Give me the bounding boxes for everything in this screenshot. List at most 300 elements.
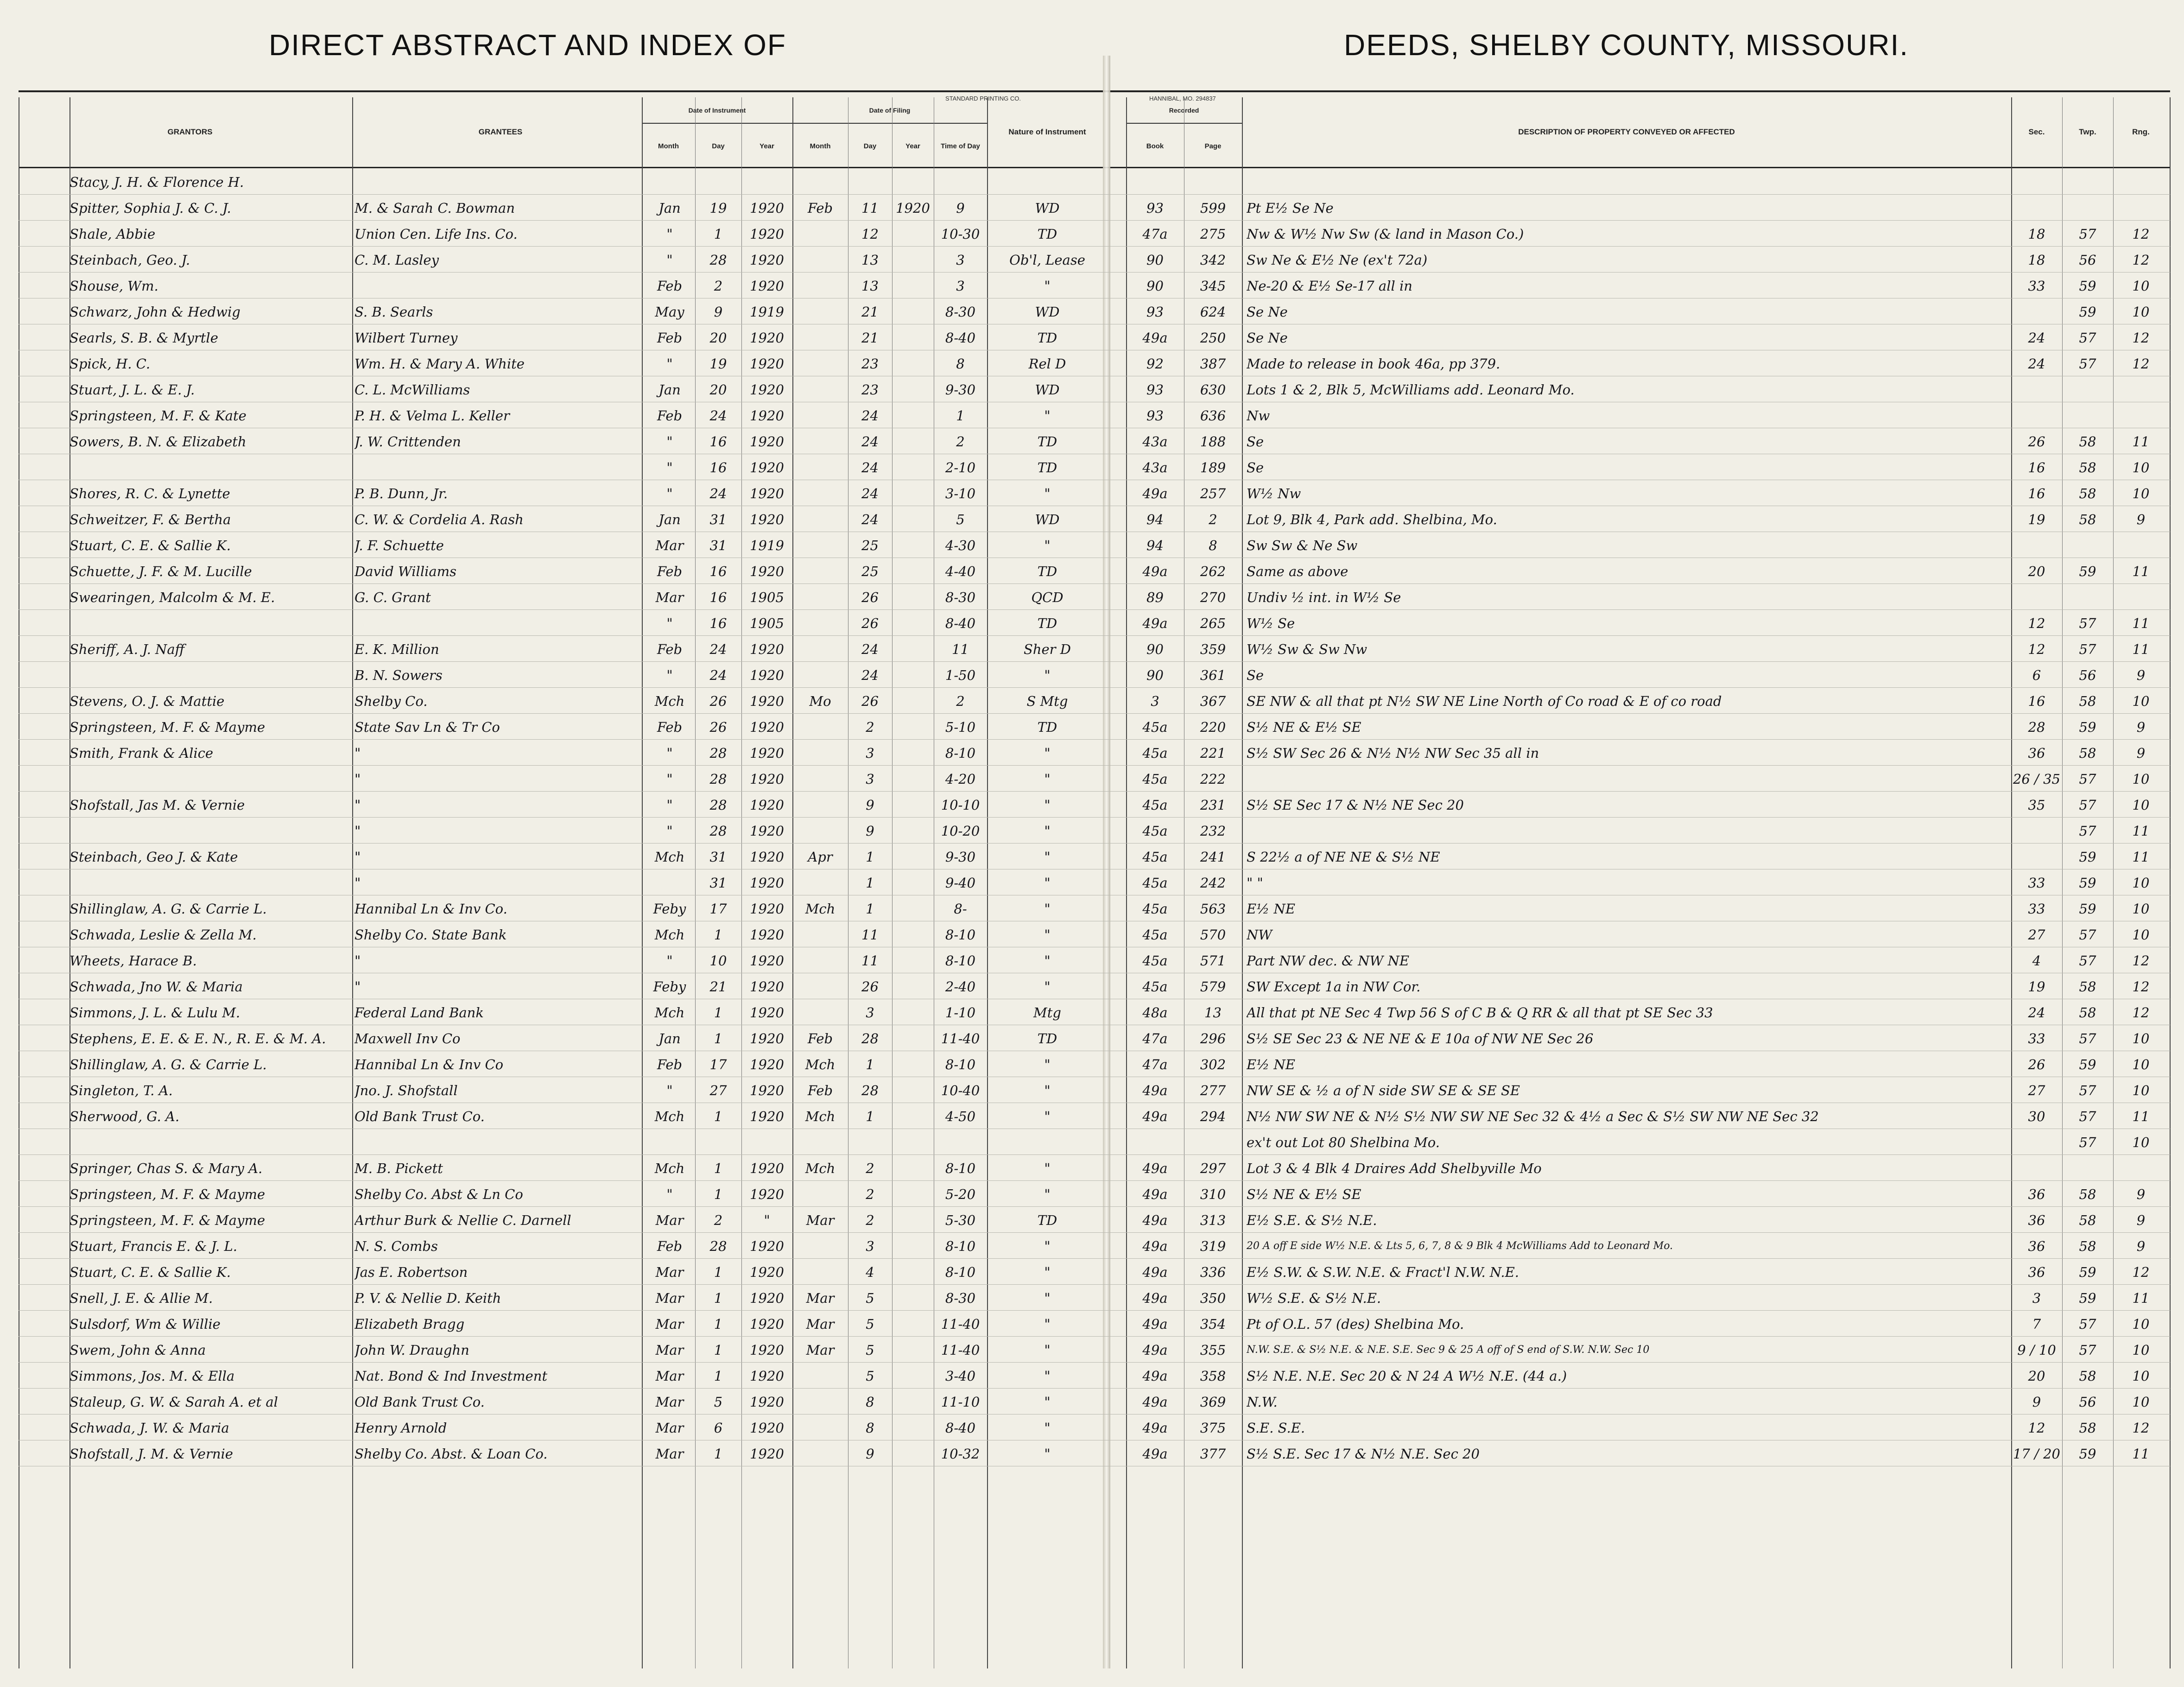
filing-month-cell: Mch <box>805 901 836 917</box>
filing-day-cell: 8 <box>866 1394 874 1410</box>
filing-month-cell <box>792 823 848 839</box>
twp-cell: 57 <box>2079 330 2096 346</box>
book-cell: 94 <box>1146 512 1164 527</box>
instrument-year-cell: 1920 <box>750 719 784 735</box>
filing-month-cell <box>792 433 848 450</box>
instrument-day-cell: 1 <box>714 927 723 943</box>
grantor-cell: Singleton, T. A. <box>70 1083 173 1098</box>
twp-cell: 59 <box>2079 875 2096 891</box>
grantee-cell: Old Bank Trust Co. <box>355 1109 485 1124</box>
row-rule <box>19 1362 2170 1363</box>
twp-cell: 58 <box>2079 1420 2096 1436</box>
filing-year-cell <box>892 823 934 839</box>
rng-cell: 9 <box>2136 667 2146 683</box>
row-rule <box>19 583 2170 584</box>
grantee-cell: G. C. Grant <box>355 590 431 605</box>
filing-year-cell <box>892 1056 934 1073</box>
row-rule <box>19 843 2170 844</box>
instrument-day-cell: 28 <box>709 745 727 761</box>
description-cell: S½ N.E. N.E. Sec 20 & N 24 A W½ N.E. (44 a.) <box>1247 1368 1567 1384</box>
book-cell: 47a <box>1142 1031 1168 1046</box>
filing-day-cell: 5 <box>866 1290 874 1306</box>
description-cell: Se Ne <box>1247 304 1288 320</box>
filing-month-cell <box>792 252 848 268</box>
filing-month-cell <box>792 719 848 736</box>
instrument-month-cell: Feb <box>657 1238 683 1254</box>
col-day-filing: Day <box>863 142 877 150</box>
book-cell: 47a <box>1142 1057 1168 1072</box>
table-row <box>19 1082 2170 1099</box>
nature-cell: " <box>1044 486 1051 501</box>
nature-cell: " <box>1044 667 1051 683</box>
filing-day-cell: 28 <box>861 1031 879 1046</box>
sec-cell: 9 <box>2032 1394 2041 1410</box>
grantee-cell: David Williams <box>355 564 457 579</box>
book-cell: 49a <box>1142 1290 1168 1306</box>
col-rng: Rng. <box>2132 127 2150 136</box>
col-recorded: Recorded <box>1126 97 1242 124</box>
twp-cell: 57 <box>2079 1109 2096 1124</box>
page-cell: 367 <box>1200 693 1226 709</box>
instrument-day-cell: 31 <box>709 512 727 527</box>
book-cell: 45a <box>1142 849 1168 865</box>
nature-cell: TD <box>1037 434 1057 450</box>
nature-cell: " <box>1044 875 1051 891</box>
book-cell: 49a <box>1142 1238 1168 1254</box>
sec-cell: 6 <box>2032 667 2041 683</box>
filing-year-cell <box>892 485 934 502</box>
twp-cell: 58 <box>2079 512 2096 527</box>
filing-year-cell <box>892 1134 934 1151</box>
filing-year-cell <box>892 511 934 528</box>
sec-cell: 36 <box>2028 1264 2045 1280</box>
page-cell: 599 <box>1200 200 1226 216</box>
rng-cell: 11 <box>2132 1446 2150 1462</box>
instrument-month-cell: Jan <box>658 512 681 527</box>
page-cell: 270 <box>1200 590 1226 605</box>
twp-cell: 57 <box>2079 615 2096 631</box>
description-cell: S½ SW Sec 26 & N½ N½ NW Sec 35 all in <box>1247 745 1539 761</box>
twp-cell: 57 <box>2079 1135 2096 1150</box>
grantee-cell: Shelby Co. <box>355 693 428 709</box>
instrument-year-cell: 1920 <box>750 1031 784 1046</box>
page-title-right: DEEDS, SHELBY COUNTY, MISSOURI. <box>1344 28 1909 62</box>
nature-cell: " <box>1044 1290 1051 1306</box>
instrument-year-cell: 1919 <box>750 538 784 553</box>
instrument-month-cell: " <box>666 1186 673 1202</box>
instrument-month-cell: Mar <box>655 1420 684 1436</box>
grantee-cell: J. W. Crittenden <box>355 434 461 450</box>
sec-cell: 4 <box>2032 953 2041 969</box>
twp-cell: 58 <box>2079 979 2096 995</box>
grantee-cell: Nat. Bond & Ind Investment <box>355 1368 548 1384</box>
rng-cell: 10 <box>2132 1135 2150 1150</box>
book-cell: 89 <box>1146 590 1164 605</box>
twp-cell <box>2062 200 2113 216</box>
twp-cell: 59 <box>2079 304 2096 320</box>
filing-day-cell: 23 <box>861 356 879 372</box>
sec-cell <box>2011 823 2062 839</box>
time-cell: 9-40 <box>945 875 976 891</box>
filing-month-cell <box>792 926 848 943</box>
instrument-month-cell: Mar <box>655 1394 684 1410</box>
description-cell: Lot 3 & 4 Blk 4 Draires Add Shelbyville Mo <box>1247 1161 1542 1176</box>
time-cell: 5 <box>956 512 965 527</box>
instrument-month-cell: Feb <box>657 278 683 294</box>
nature-cell: " <box>1044 927 1051 943</box>
row-rule <box>19 1232 2170 1233</box>
instrument-month-cell: Feb <box>657 719 683 735</box>
rng-cell: 9 <box>2136 1238 2146 1254</box>
sec-cell: 33 <box>2028 875 2045 891</box>
grantor-cell: Smith, Frank & Alice <box>70 745 214 761</box>
table-row <box>19 797 2170 813</box>
filing-day-cell: 5 <box>866 1316 874 1332</box>
page-cell: 294 <box>1200 1109 1226 1124</box>
instrument-month-cell: " <box>666 667 673 683</box>
sec-cell: 36 <box>2028 1186 2045 1202</box>
grantor-cell: Shillinglaw, A. G. & Carrie L. <box>70 901 267 917</box>
filing-month-cell <box>792 381 848 398</box>
instrument-day-cell: 5 <box>714 1394 723 1410</box>
page-cell: 358 <box>1200 1368 1226 1384</box>
rng-cell <box>2113 381 2169 398</box>
grantor-cell: Simmons, J. L. & Lulu M. <box>70 1005 241 1021</box>
filing-year-cell <box>892 1316 934 1332</box>
filing-month-cell <box>792 1238 848 1255</box>
page-cell: 354 <box>1200 1316 1226 1332</box>
sec-cell: 17 / 20 <box>2013 1446 2060 1462</box>
table-row <box>19 1238 2170 1255</box>
col-page: Page <box>1204 142 1222 150</box>
time-cell: 11-40 <box>941 1342 980 1358</box>
twp-cell: 59 <box>2079 719 2096 735</box>
nature-cell: TD <box>1037 615 1057 631</box>
instrument-day-cell: 20 <box>709 330 727 346</box>
page-cell: 221 <box>1200 745 1226 761</box>
filing-month-cell <box>792 407 848 424</box>
grantee-cell: Union Cen. Life Ins. Co. <box>355 226 518 242</box>
instrument-month-cell: Mch <box>654 1005 685 1021</box>
filing-day-cell: 13 <box>861 252 879 268</box>
instrument-year-cell: 1920 <box>750 1161 784 1176</box>
time-cell: 2 <box>956 434 965 450</box>
instrument-day-cell: 19 <box>709 356 727 372</box>
grantee-cell: " <box>355 979 361 995</box>
sec-cell: 12 <box>2028 641 2045 657</box>
grantee-cell <box>355 459 642 476</box>
table-row <box>19 693 2170 710</box>
filing-day-cell: 24 <box>861 434 879 450</box>
nature-cell: " <box>1044 1316 1051 1332</box>
time-cell: 5-10 <box>945 719 976 735</box>
instrument-day-cell: 24 <box>709 667 727 683</box>
book-cell: 45a <box>1142 901 1168 917</box>
page-cell: 369 <box>1200 1394 1226 1410</box>
grantee-cell: Elizabeth Bragg <box>355 1316 465 1332</box>
grantee-cell: State Sav Ln & Tr Co <box>355 719 500 735</box>
filing-day-cell: 24 <box>861 486 879 501</box>
rng-cell: 10 <box>2132 1031 2150 1046</box>
page-cell: 336 <box>1200 1264 1226 1280</box>
instrument-month-cell: " <box>666 615 673 631</box>
time-cell: 5-20 <box>945 1186 976 1202</box>
filing-year-cell <box>892 797 934 813</box>
instrument-year-cell: 1920 <box>750 382 784 398</box>
sec-cell <box>2011 200 2062 216</box>
col-year: Year <box>760 142 774 150</box>
twp-cell: 58 <box>2079 1005 2096 1021</box>
row-rule <box>19 1388 2170 1389</box>
instrument-day-cell: 26 <box>709 693 727 709</box>
filing-year-cell <box>892 771 934 787</box>
description-cell: S½ SE Sec 23 & NE NE & E 10a of NW NE Sec 26 <box>1247 1031 1594 1046</box>
time-cell: 8-40 <box>945 330 976 346</box>
grantor-cell: Schwarz, John & Hedwig <box>70 304 241 320</box>
grantor-cell <box>70 1134 352 1151</box>
filing-month-cell <box>792 1004 848 1021</box>
filing-day-cell: 1 <box>866 875 874 891</box>
twp-cell: 57 <box>2079 1316 2096 1332</box>
instrument-month-cell: Feb <box>657 564 683 579</box>
description-cell: Se <box>1247 460 1264 476</box>
description-cell: W½ S.E. & S½ N.E. <box>1247 1290 1381 1306</box>
filing-year-cell <box>892 278 934 294</box>
book-cell: 49a <box>1142 1161 1168 1176</box>
book-cell: 49a <box>1142 486 1168 501</box>
instrument-month-cell: " <box>666 226 673 242</box>
rng-cell: 10 <box>2132 875 2150 891</box>
page-cell: 387 <box>1200 356 1226 372</box>
grantor-cell: Springsteen, M. F. & Mayme <box>70 1186 266 1202</box>
table-row <box>19 459 2170 476</box>
time-cell: 10-30 <box>941 226 980 242</box>
rng-cell: 11 <box>2132 1290 2150 1306</box>
instrument-day-cell: 31 <box>709 538 727 553</box>
twp-cell <box>2062 407 2113 424</box>
page-cell: 571 <box>1200 953 1226 969</box>
grantor-cell: Sowers, B. N. & Elizabeth <box>70 434 247 450</box>
filing-day-cell <box>848 174 892 190</box>
table-row <box>19 1212 2170 1229</box>
grantee-cell: Henry Arnold <box>355 1420 447 1436</box>
sec-cell: 7 <box>2032 1316 2041 1332</box>
col-time: Time of Day <box>941 142 980 150</box>
instrument-month-cell: " <box>666 953 673 969</box>
sec-cell: 24 <box>2028 356 2045 372</box>
grantor-cell: Schweitzer, F. & Bertha <box>70 512 231 527</box>
filing-day-cell: 1 <box>866 1057 874 1072</box>
instrument-year-cell: 1920 <box>750 979 784 995</box>
nature-cell: TD <box>1037 564 1057 579</box>
instrument-year-cell <box>741 174 792 190</box>
instrument-year-cell: 1920 <box>750 330 784 346</box>
grantor-cell: Swearingen, Malcolm & M. E. <box>70 590 275 605</box>
filing-day-cell: 3 <box>866 771 874 787</box>
filing-day-cell: 23 <box>861 382 879 398</box>
book-cell: 92 <box>1146 356 1164 372</box>
filing-year-cell <box>892 1368 934 1384</box>
table-row <box>19 901 2170 917</box>
table-row <box>19 1108 2170 1125</box>
time-cell: 4-40 <box>945 564 976 579</box>
nature-cell: S Mtg <box>1026 693 1068 709</box>
description-cell: S 22½ a of NE NE & S½ NE <box>1247 849 1440 865</box>
twp-cell <box>2062 174 2113 190</box>
twp-cell: 59 <box>2079 1290 2096 1306</box>
grantee-cell: Shelby Co. State Bank <box>355 927 507 943</box>
rng-cell: 12 <box>2132 1420 2150 1436</box>
rng-cell: 11 <box>2132 434 2150 450</box>
description-cell: NW <box>1247 927 1272 943</box>
col-year-filing: Year <box>905 142 920 150</box>
twp-cell: 59 <box>2079 901 2096 917</box>
instrument-year-cell: 1920 <box>750 1342 784 1358</box>
sec-cell <box>2011 537 2062 554</box>
filing-month-cell: Feb <box>807 1083 833 1098</box>
sec-cell: 36 <box>2028 1212 2045 1228</box>
table-row <box>19 589 2170 606</box>
filing-month-cell: Mch <box>805 1161 836 1176</box>
filing-day-cell: 24 <box>861 667 879 683</box>
instrument-day-cell: 1 <box>714 1109 723 1124</box>
instrument-year-cell: 1920 <box>750 875 784 891</box>
description-cell: Pt of O.L. 57 (des) Shelbina Mo. <box>1247 1316 1464 1332</box>
description-cell: Ne-20 & E½ Se-17 all in <box>1247 278 1412 294</box>
page-cell: 570 <box>1200 927 1226 943</box>
twp-cell <box>2062 589 2113 606</box>
nature-cell: " <box>1044 1342 1051 1358</box>
nature-cell: " <box>1044 408 1051 424</box>
instrument-month-cell: " <box>666 434 673 450</box>
grantee-cell: P. V. & Nellie D. Keith <box>355 1290 501 1306</box>
instrument-year-cell: 1920 <box>750 252 784 268</box>
nature-cell: " <box>1044 1057 1051 1072</box>
table-row <box>19 330 2170 346</box>
rng-cell: 9 <box>2136 1186 2146 1202</box>
grantee-cell: John W. Draughn <box>355 1342 469 1358</box>
description-cell: Sw Sw & Ne Sw <box>1247 538 1358 553</box>
time-cell: 8-10 <box>945 1264 976 1280</box>
filing-month-cell: Mar <box>806 1212 835 1228</box>
filing-month-cell <box>792 641 848 658</box>
grantor-cell: Shale, Abbie <box>70 226 156 242</box>
nature-cell: " <box>1044 901 1051 917</box>
grantee-cell: " <box>355 771 361 787</box>
instrument-year-cell: 1920 <box>750 797 784 813</box>
instrument-year-cell: 1919 <box>750 304 784 320</box>
filing-month-cell <box>792 797 848 813</box>
instrument-month-cell: Jan <box>658 382 681 398</box>
book-cell: 49a <box>1142 1342 1168 1358</box>
instrument-month-cell: Feby <box>653 979 686 995</box>
filing-year-cell <box>892 226 934 242</box>
row-rule <box>19 609 2170 610</box>
instrument-month-cell: Feb <box>657 330 683 346</box>
book-cell: 47a <box>1142 226 1168 242</box>
grantee-cell: N. S. Combs <box>355 1238 438 1254</box>
instrument-day-cell: 1 <box>714 1342 723 1358</box>
nature-cell: " <box>1044 1394 1051 1410</box>
instrument-year-cell: 1920 <box>750 226 784 242</box>
description-cell: W½ Nw <box>1247 486 1301 501</box>
page-cell: 296 <box>1200 1031 1226 1046</box>
instrument-day-cell: 1 <box>714 1316 723 1332</box>
table-row <box>19 226 2170 242</box>
page-cell: 624 <box>1200 304 1226 320</box>
grantee-cell: J. F. Schuette <box>355 538 444 553</box>
description-cell: N.W. <box>1247 1394 1278 1410</box>
row-rule <box>19 791 2170 792</box>
filing-year-cell <box>892 1446 934 1462</box>
grantee-cell: P. H. & Velma L. Keller <box>355 408 510 424</box>
book-cell: 49a <box>1142 1446 1168 1462</box>
filing-month-cell <box>792 1134 848 1151</box>
instrument-month-cell: Mar <box>655 1446 684 1462</box>
grantee-cell: P. B. Dunn, Jr. <box>355 486 448 501</box>
time-cell: 1 <box>956 408 965 424</box>
grantor-cell: Stuart, C. E. & Sallie K. <box>70 1264 231 1280</box>
rng-cell: 10 <box>2132 1057 2150 1072</box>
instrument-day-cell: 1 <box>714 1005 723 1021</box>
grantee-cell <box>355 615 642 632</box>
sec-cell: 16 <box>2028 486 2045 501</box>
page-cell <box>1184 1134 1242 1151</box>
time-cell: 3-40 <box>945 1368 976 1384</box>
instrument-month-cell: Mar <box>655 1290 684 1306</box>
filing-day-cell: 25 <box>861 538 879 553</box>
nature-cell: " <box>1044 979 1051 995</box>
page-cell: 313 <box>1200 1212 1226 1228</box>
instrument-day-cell: 1 <box>714 226 723 242</box>
rng-cell: 11 <box>2132 1109 2150 1124</box>
rng-cell: 9 <box>2136 745 2146 761</box>
table-row <box>19 511 2170 528</box>
rng-cell: 10 <box>2132 278 2150 294</box>
sec-cell: 26 / 35 <box>2013 771 2060 787</box>
instrument-day-cell: 20 <box>709 382 727 398</box>
filing-year-cell <box>892 1342 934 1358</box>
description-cell: SW Except 1a in NW Cor. <box>1247 979 1421 995</box>
filing-year-cell <box>892 719 934 736</box>
page-cell: 377 <box>1200 1446 1226 1462</box>
instrument-month-cell: " <box>666 745 673 761</box>
nature-cell: QCD <box>1031 590 1064 605</box>
grantor-cell: Schwada, Jno W. & Maria <box>70 979 243 995</box>
table-row <box>19 641 2170 658</box>
book-cell: 49a <box>1142 1420 1168 1436</box>
book-cell: 45a <box>1142 823 1168 839</box>
twp-cell: 57 <box>2079 771 2096 787</box>
description-cell: Sw Ne & E½ Ne (ex't 72a) <box>1247 252 1428 268</box>
time-cell: 3 <box>956 278 965 294</box>
grantee-cell: Federal Land Bank <box>355 1005 484 1021</box>
row-rule <box>19 1284 2170 1285</box>
nature-cell: Sher D <box>1023 641 1071 657</box>
sec-cell <box>2011 381 2062 398</box>
time-cell: 11-10 <box>941 1394 980 1410</box>
sec-cell: 9 / 10 <box>2017 1342 2056 1358</box>
sec-cell <box>2011 304 2062 320</box>
nature-cell: " <box>1044 849 1051 865</box>
filing-month-cell: Feb <box>807 200 833 216</box>
nature-cell: " <box>1044 823 1051 839</box>
filing-day-cell: 4 <box>866 1264 874 1280</box>
nature-cell: " <box>1044 1264 1051 1280</box>
filing-month-cell: Mo <box>809 693 831 709</box>
rng-cell: 12 <box>2132 252 2150 268</box>
grantor-cell <box>70 875 352 891</box>
